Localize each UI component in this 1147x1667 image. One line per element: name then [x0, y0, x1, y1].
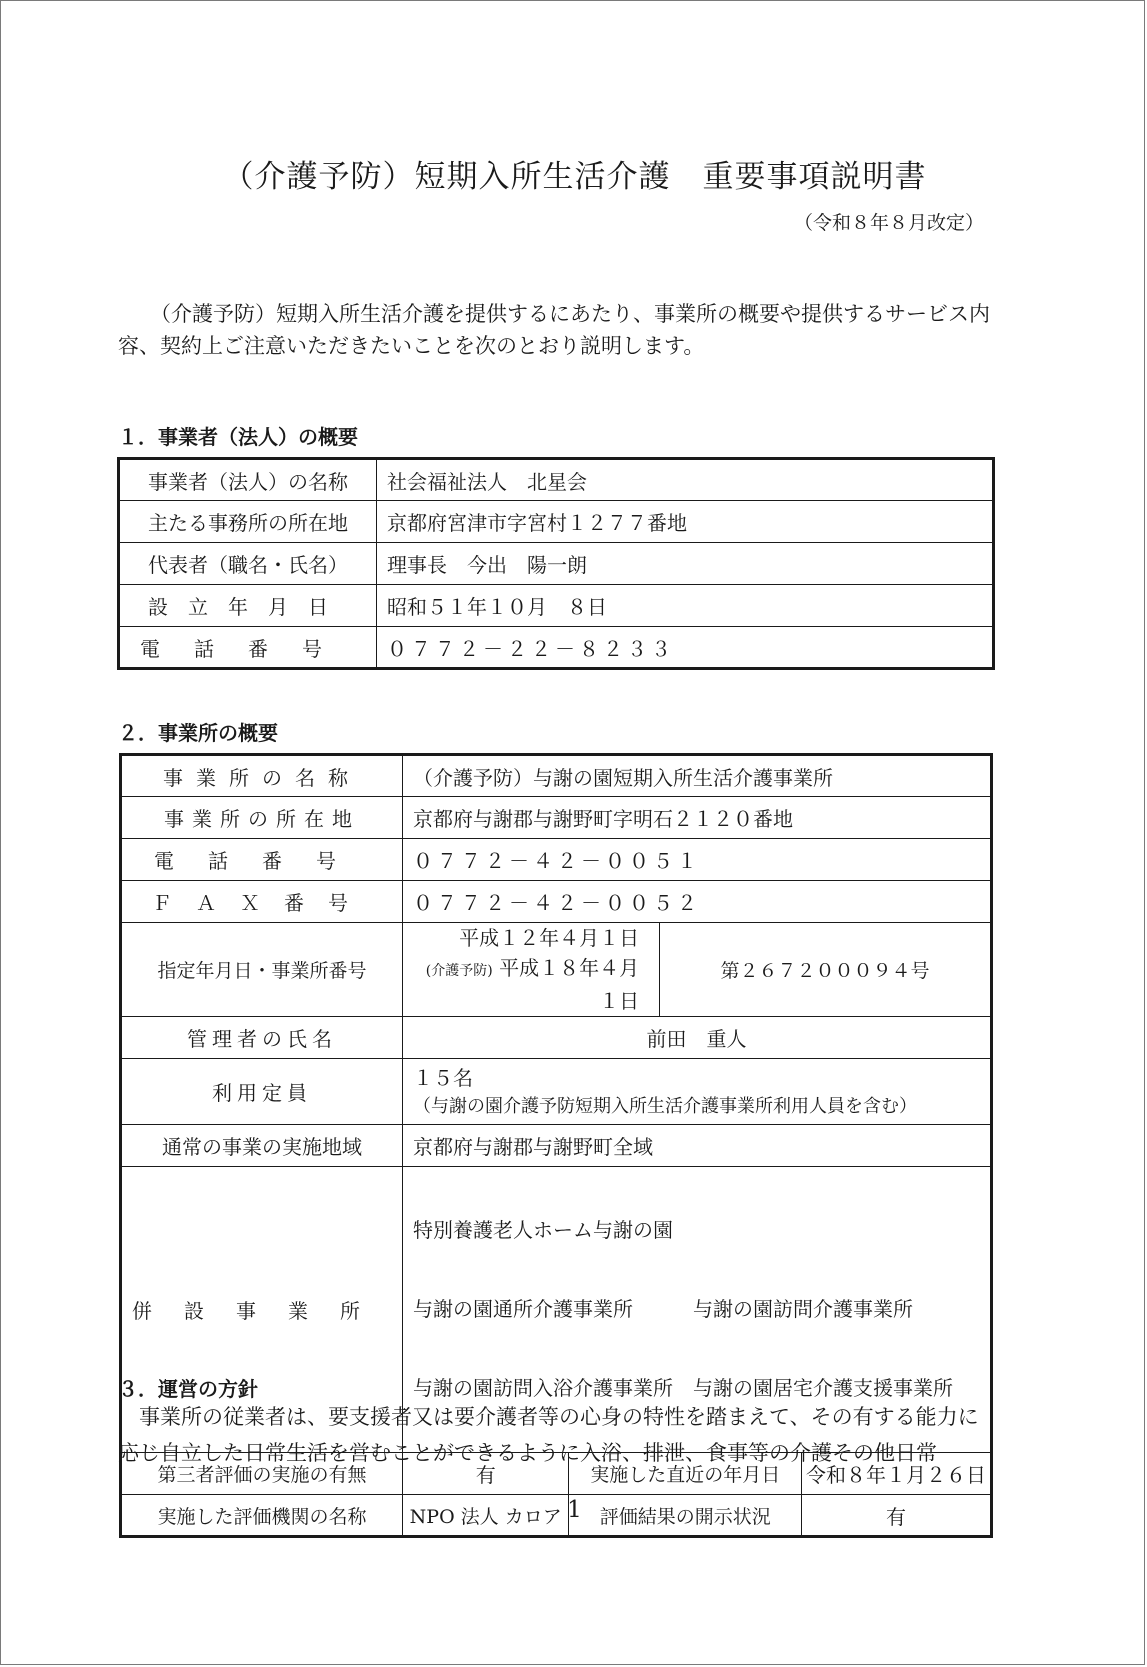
manager-label: 管理者の氏名: [121, 1017, 403, 1059]
service-area-value: 京都府与謝郡与謝野町全域: [403, 1125, 992, 1167]
eval-org-value: NPO 法人 カロア: [403, 1495, 569, 1537]
representative-label: 代表者（職名・氏名）: [119, 543, 377, 585]
revision-date: （令和８年８月改定）: [793, 212, 984, 234]
section3-heading: ３．運営の方針: [118, 1377, 258, 1401]
table-row: [121, 839, 992, 881]
table-row: [121, 755, 992, 797]
annex-line-1: 特別養護老人ホーム与謝の園: [413, 1218, 673, 1242]
table-row: [121, 923, 992, 1017]
eval-org-label: 実施した評価機関の名称: [121, 1495, 403, 1537]
eval-date-value: 令和８年１月２６日: [802, 1453, 992, 1495]
eval-date-label: 実施した直近の年月日: [569, 1453, 802, 1495]
designation-dates: [403, 923, 660, 1017]
document-title: （介護予防）短期入所生活介護 重要事項説明書: [222, 159, 927, 195]
service-area-label: 通常の事業の実施地域: [121, 1125, 403, 1167]
office-address-label: 事業所の所在地: [121, 797, 403, 839]
eval-disclosure-value: 有: [802, 1495, 992, 1537]
annex-label: 併設事業所: [121, 1167, 403, 1453]
annex-line-3: 与謝の園訪問入浴介護事業所 与謝の園居宅介護支援事業所: [413, 1376, 953, 1400]
eval-label: 第三者評価の実施の有無: [121, 1453, 403, 1495]
capacity-label: 利用定員: [121, 1059, 403, 1125]
table-row: [119, 501, 994, 543]
corp-name-label: 事業者（法人）の名称: [119, 459, 377, 501]
office-tel-value: ０７７２－４２－００５１: [403, 839, 992, 881]
office-fax-value: ０７７２－４２－００５２: [403, 881, 992, 923]
table-row: [119, 459, 994, 501]
page-number: 1: [567, 1497, 582, 1523]
corp-name-value: 社会福祉法人 北星会: [377, 459, 994, 501]
office-name-label: 事業所の名称: [121, 755, 403, 797]
table-row: [121, 881, 992, 923]
designation-prefix2: (介護予防): [425, 963, 493, 979]
table-row: [121, 1017, 992, 1059]
established-value: 昭和５１年１０月 ８日: [377, 585, 994, 627]
corp-tel-label: 電話番号: [119, 627, 377, 669]
table-row: [119, 627, 994, 669]
office-fax-label: ＦＡＸ番号: [121, 881, 403, 923]
established-label: 設立年月日: [119, 585, 377, 627]
designation-date1: 平成１２年４月１日: [459, 926, 640, 950]
table-row: [121, 1059, 992, 1125]
intro-paragraph: [118, 298, 998, 362]
table-row: [119, 543, 994, 585]
office-name-value: （介護予防）与謝の園短期入所生活介護事業所: [403, 755, 992, 797]
capacity-note: （与謝の園介護予防短期入所生活介護事業所利用人員を含む）: [413, 1095, 917, 1117]
office-number-value: 第２６７２０００９４号: [660, 923, 992, 1017]
table-row: [121, 797, 992, 839]
table-row: [121, 1125, 992, 1167]
capacity-cell: [403, 1059, 992, 1125]
manager-value: 前田 重人: [403, 1017, 992, 1059]
annex-line-2: 与謝の園通所介護事業所 与謝の園訪問介護事業所: [413, 1297, 913, 1321]
corp-address-value: 京都府宮津市字宮村１２７７番地: [377, 501, 994, 543]
section3-body: [118, 1399, 998, 1471]
designation-line2: [409, 953, 653, 1016]
section3-text: 事業所の従業者は、要支援者又は要介護者等の心身の特性を踏まえて、その有する能力に応じ自立した日常生活を営むことができるように入浴、排泄、食事等の介護その他日常: [118, 1405, 979, 1465]
section1-heading: １．事業者（法人）の概要: [118, 425, 358, 449]
table-row: [119, 585, 994, 627]
capacity-value: １５名: [413, 1065, 473, 1090]
designation-date2: 平成１８年４月１日: [499, 956, 640, 1013]
intro-text: （介護予防）短期入所生活介護を提供するにあたり、事業所の概要や提供するサービス内容、契約上ご注意いただきたいことを次のとおり説明します。: [118, 302, 990, 358]
section2-heading: ２．事業所の概要: [118, 721, 278, 745]
corp-address-label: 主たる事務所の所在地: [119, 501, 377, 543]
office-address-value: 京都府与謝郡与謝野町字明石２１２０番地: [403, 797, 992, 839]
representative-value: 理事長 今出 陽一朗: [377, 543, 994, 585]
designation-label: 指定年月日・事業所番号: [121, 923, 403, 1017]
corp-tel-value: ０７７２－２２－８２３３: [377, 627, 994, 669]
eval-disclosure-label: 評価結果の開示状況: [569, 1495, 802, 1537]
eval-value: 有: [403, 1453, 569, 1495]
office-tel-label: 電話番号: [121, 839, 403, 881]
section1-table: [117, 457, 995, 670]
